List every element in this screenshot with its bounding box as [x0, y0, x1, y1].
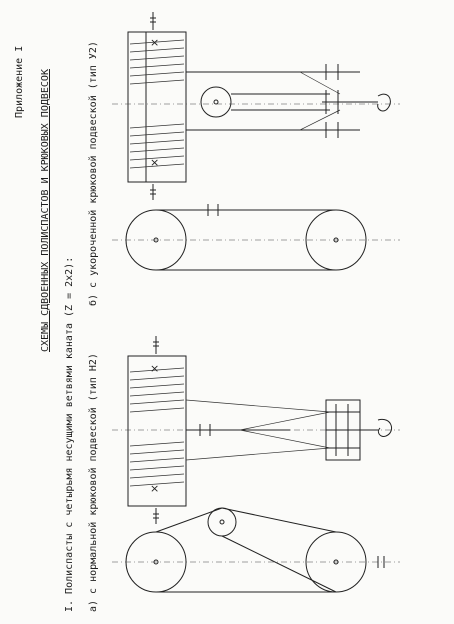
svg-text:×: × — [150, 156, 160, 169]
diagram-a-sheaves — [112, 508, 400, 592]
diagram-b-ropes — [186, 72, 360, 130]
page-title: СХЕМЫ СДВОЕННЫХ ПОЛИСПАСТОВ И КРЮКОВЫХ ПОДВЕСОК — [40, 69, 51, 352]
diagram-b-equalizer-pulley — [201, 87, 231, 117]
subfigure-b-caption: б) с укороченной крюковой подвеской (тип У2) — [88, 41, 99, 306]
section-heading: I. Полиспасты с четырьмя несущими ветвями каната (Z = 2x2): — [64, 256, 75, 612]
appendix-label: Приложение I — [14, 45, 25, 118]
diagram-b-sheaves — [112, 204, 400, 270]
svg-text:×: × — [150, 362, 160, 375]
svg-text:×: × — [150, 36, 160, 49]
diagram-b-drum — [128, 12, 186, 200]
svg-text:×: × — [150, 482, 160, 495]
diagram-b-hook-block — [322, 64, 390, 138]
subfigure-a-caption: а) с нормальной крюковой подвеской (тип Н2) — [88, 353, 99, 612]
